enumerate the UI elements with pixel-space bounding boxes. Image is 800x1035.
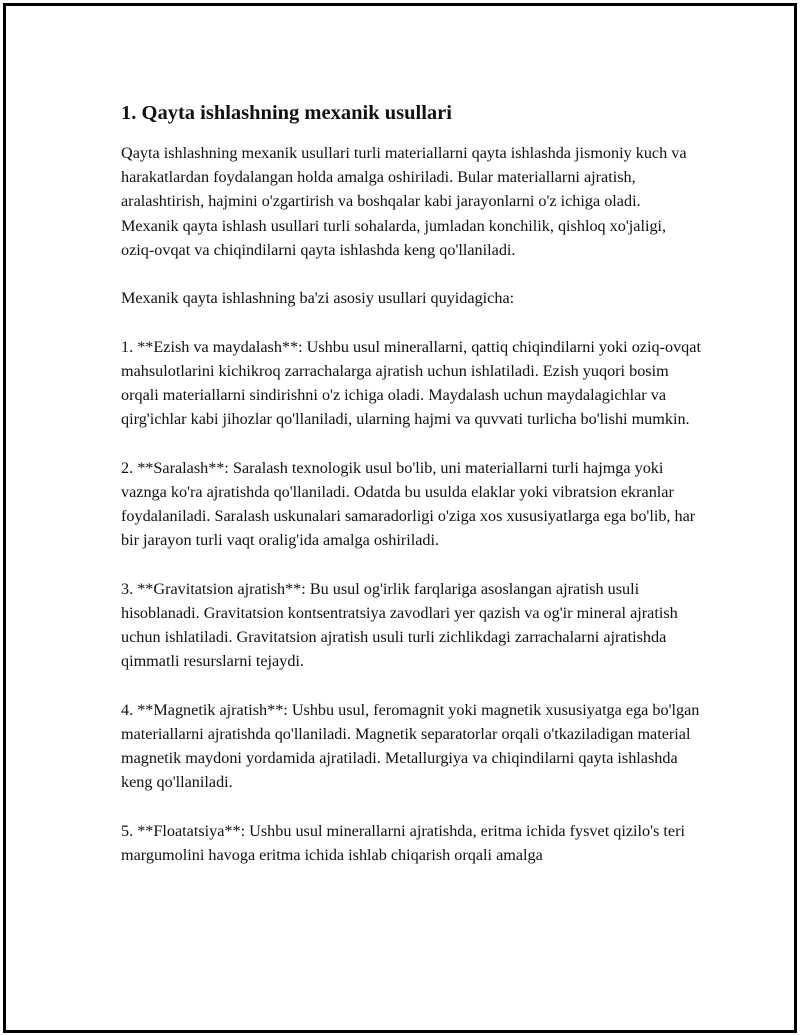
method-magnetic-paragraph: 4. **Magnetik ajratish**: Ushbu usul, feromagnit yoki magnetik xususiyatga ega bo'lgan materiallarni ajratishda qo'llaniladi. Magnetik separatorlar orqali o'tkaziladigan material magnetik maydoni yordamida ajratiladi. Metallurgiya va chiqindilarni qayta ishlashda keng qo'llaniladi.: [121, 700, 700, 792]
page-frame: [3, 3, 797, 1033]
document-title: 1. Qayta ishlashning mexanik usullari: [121, 102, 452, 124]
method-gravity-paragraph: 3. **Gravitatsion ajratish**: Bu usul og'irlik farqlariga asoslangan ajratish usuli hisoblanadi. Gravitatsion kontsentratsiya zavodlari yer qazish va og'ir mineral ajratish uchun ishlatiladi. Gravitatsion ajratish usuli turli zichlikdagi zarrachalarni ajratishda qimmatli resurslarni tejaydi.: [121, 579, 678, 671]
intro-paragraph: Qayta ishlashning mexanik usullari turli materiallarni qayta ishlashda jismoniy kuch va harakatlardan foydalangan holda amalga oshiriladi. Bular materiallarni ajratish, aralashtirish, hajmini o'zgartirish va boshqalar kabi jarayonlarni o'z ichiga oladi. Mexanik qayta ishlash usullari turli sohalarda, jumladan konchilik, qishloq xo'jaligi, oziq-ovqat va chiqindilarni qayta ishlashda keng qo'llaniladi.: [121, 144, 687, 259]
method-sorting-paragraph: 2. **Saralash**: Saralash texnologik usul bo'lib, uni materiallarni turli hajmga yoki vaznga ko'ra ajratishda qo'llaniladi. Odatda bu usulda elaklar yoki vibratsion ekranlar foydalaniladi. Saralash uskunalari samaradorligi o'ziga xos xususiyatlarga ega bo'lib, har bir jarayon turli vaqt oralig'ida amalga oshiriladi.: [121, 458, 696, 550]
document-body: [121, 99, 701, 891]
methods-intro-paragraph: Mexanik qayta ishlashning ba'zi asosiy usullari quyidagicha:: [121, 289, 515, 308]
method-crushing-paragraph: 1. **Ezish va maydalash**: Ushbu usul minerallarni, qattiq chiqindilarni yoki oziq-ovqat mahsulotlarini kichikroq zarrachalarga ajratish uchun ishlatiladi. Ezish yuqori bosim orqali materiallarni sindirishni o'z ichiga oladi. Maydalash uchun maydalagichlar va qirg'ichlar kabi jihozlar qo'llaniladi, ularning hajmi va quvvati turlicha bo'lishi mumkin.: [121, 337, 701, 429]
method-flotation-paragraph: 5. **Floatatsiya**: Ushbu usul minerallarni ajratishda, eritma ichida fysvet qizilo's teri margumolini havoga eritma ichida ishlab chiqarish orqali amalga: [121, 821, 685, 864]
